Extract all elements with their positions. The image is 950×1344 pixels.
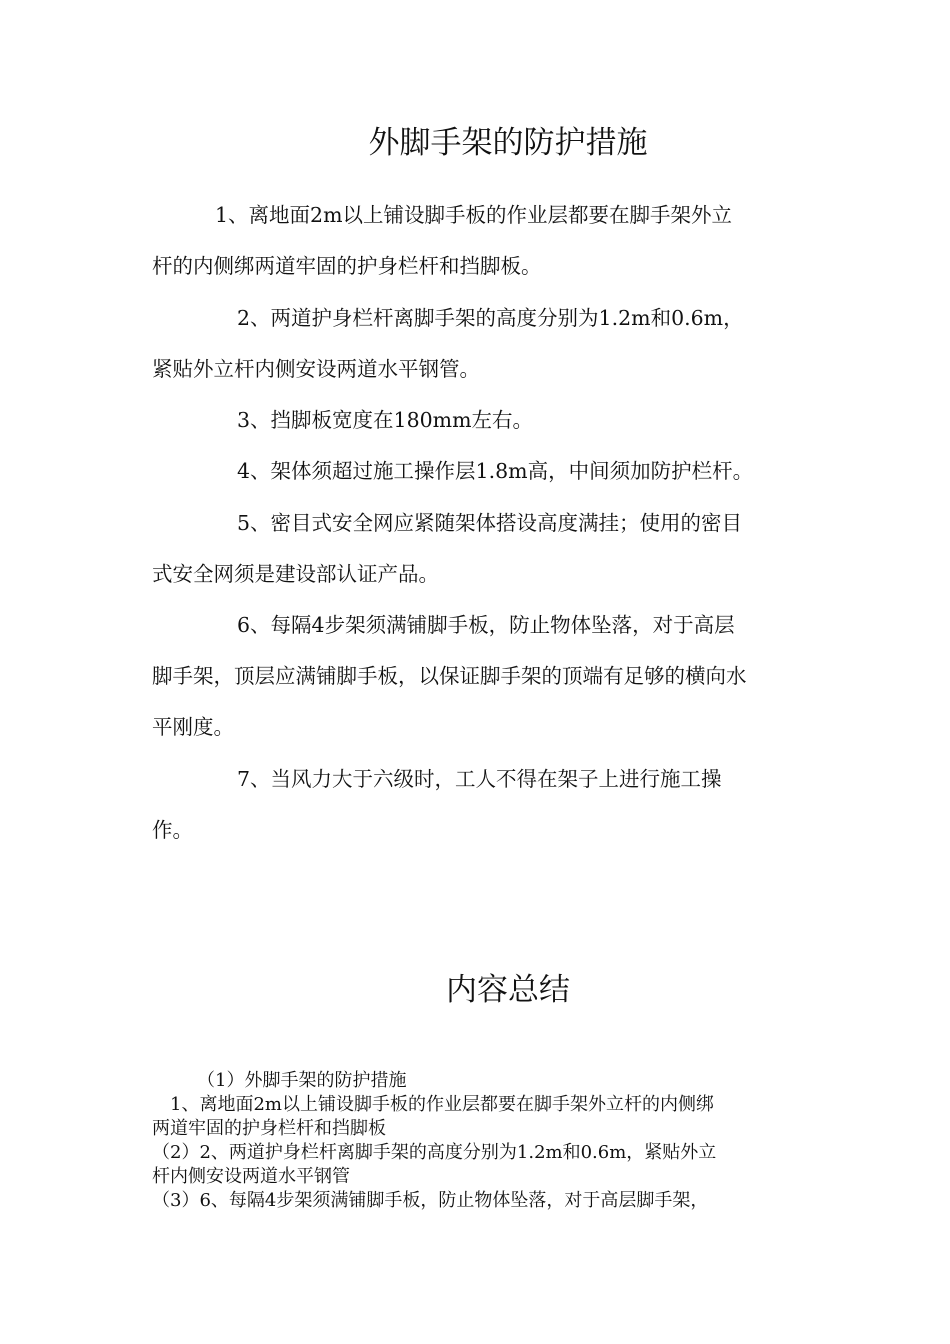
summary-line: 1、离地面2m以上铺设脚手板的作业层都要在脚手架外立杆的内侧绑 <box>170 1094 714 1115</box>
paragraph-line: 脚手架，顶层应满铺脚手板，以保证脚手架的顶端有足够的横向水 <box>152 664 747 688</box>
paragraph-line: 式安全网须是建设部认证产品。 <box>152 562 439 586</box>
summary-line: 两道牢固的护身栏杆和挡脚板 <box>152 1118 386 1139</box>
paragraph-1 <box>152 190 732 292</box>
paragraph-7 <box>152 754 722 856</box>
summary-line: （2）2、两道护身栏杆离脚手架的高度分别为1.2m和0.6m，紧贴外立 <box>152 1142 717 1163</box>
paragraph-line: 2、两道护身栏杆离脚手架的高度分别为1.2m和0.6m， <box>237 306 744 330</box>
paragraph-line: 杆的内侧绑两道牢固的护身栏杆和挡脚板。 <box>152 254 542 278</box>
paragraph-line: 平刚度。 <box>152 715 234 739</box>
summary-line: （1）外脚手架的防护措施 <box>197 1070 407 1091</box>
paragraph-line: 3、挡脚板宽度在180mm左右。 <box>237 408 534 432</box>
paragraph-line: 4、架体须超过施工操作层1.8m高，中间须加防护栏杆。 <box>237 459 754 483</box>
paragraph-line: 6、每隔4步架须满铺脚手板，防止物体坠落，对于高层 <box>237 613 735 637</box>
summary-line: 杆内侧安设两道水平钢管 <box>152 1166 350 1187</box>
paragraph-2 <box>152 293 744 395</box>
summary-line: （3）6、每隔4步架须满铺脚手板，防止物体坠落，对于高层脚手架， <box>152 1190 709 1211</box>
paragraph-line: 7、当风力大于六级时，工人不得在架子上进行施工操 <box>237 767 722 791</box>
paragraph-line: 紧贴外立杆内侧安设两道水平钢管。 <box>152 357 480 381</box>
paragraph-3 <box>152 395 533 446</box>
paragraph-line: 5、密目式安全网应紧随架体搭设高度满挂；使用的密目 <box>237 511 743 535</box>
paragraph-line: 1、离地面2m以上铺设脚手板的作业层都要在脚手架外立 <box>215 203 733 227</box>
paragraph-5 <box>152 498 742 600</box>
paragraph-4 <box>152 446 753 497</box>
summary-title: 内容总结 <box>446 972 570 1008</box>
summary-body <box>152 1069 812 1213</box>
document-title: 外脚手架的防护措施 <box>368 125 648 161</box>
paragraph-6 <box>152 600 747 753</box>
paragraph-line: 作。 <box>152 818 193 842</box>
